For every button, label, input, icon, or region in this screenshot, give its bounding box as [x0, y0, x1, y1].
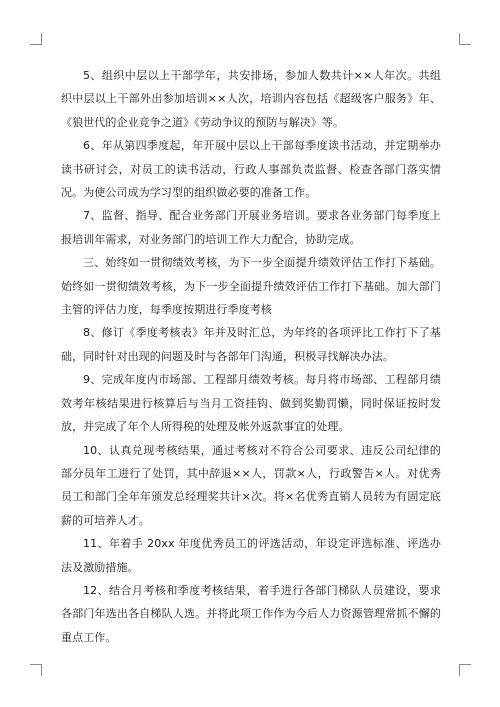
crop-mark-bottom-right: [459, 664, 471, 676]
paragraph-item-7: 7、监督、指导、配合业务部门开展业务培训。要求各业务部门每季度上报培训年需求，对业务部门的培训工作大力配合，协助完成。: [61, 209, 441, 246]
crop-mark-top-left: [30, 33, 42, 45]
paragraph-item-12: 12、结合月考核和季度考核结果，着手进行各部门梯队人员建设，要求各部门年选出各自梯队人选。并将此项工作作为今后人力资源管理常抓不懈的重点工作。: [61, 583, 441, 644]
paragraph-item-11: 11、年着手 20xx 年度优秀员工的评选活动，年设定评选标准、评选办法及激励措施。: [61, 537, 441, 574]
document-body: [61, 64, 441, 649]
paragraph-item-10: 10、认真兑现考核结果，通过考核对不符合公司要求、违反公司纪律的部分员年工进行了处罚，其中辞退××人，罚款×人，行政警告×人。对优秀员工和部门全年年颁发总经理奖共计×次。将×名优秀直销人员转为有固定底薪的可培养人才。: [61, 443, 441, 527]
paragraph-item-8: 8、修订《季度考核表》年并及时汇总，为年终的各项评比工作打下了基础，同时针对出现的问题及时与各部年门沟通，积极寻找解决办法。: [61, 326, 441, 363]
crop-mark-top-right: [459, 33, 471, 45]
paragraph-item-5: 5、组织中层以上干部学年，共安排场，参加人数共计××人年次。共组织中层以上干部外出参加培训××人次，培训内容包括《超级客户服务》年、《狼世代的企业竞争之道》《劳动争议的预防与解决》等。: [61, 69, 441, 129]
crop-mark-bottom-left: [30, 664, 42, 676]
paragraph-item-9: 9、完成年度内市场部、工程部月绩效考核。每月将市场部、工程部月绩效考年核结果进行核算后与当月工资挂钩、做到奖勤罚懒，同时保证按时发放，并完成了年个人所得税的处理及帐外返款事宜的处理。: [61, 373, 441, 434]
section-heading-3: 三、始终如一贯彻绩效考核，为下一步全面提升绩效评估工作打下基础。始终如一贯彻绩效考核，为下一步全面提升绩效评估工作打下基础。加大部门主管的评估力度，每季度按期进行季度考核: [61, 256, 441, 317]
paragraph-item-6: 6、年从第四季度起，年开展中层以上干部每季度读书活动，并定期举办读书研讨会，对员工的读书活动，行政人事部负责监督、检查各部门落实情况。为使公司成为学习型的组织做必要的准备工作。: [61, 139, 441, 200]
